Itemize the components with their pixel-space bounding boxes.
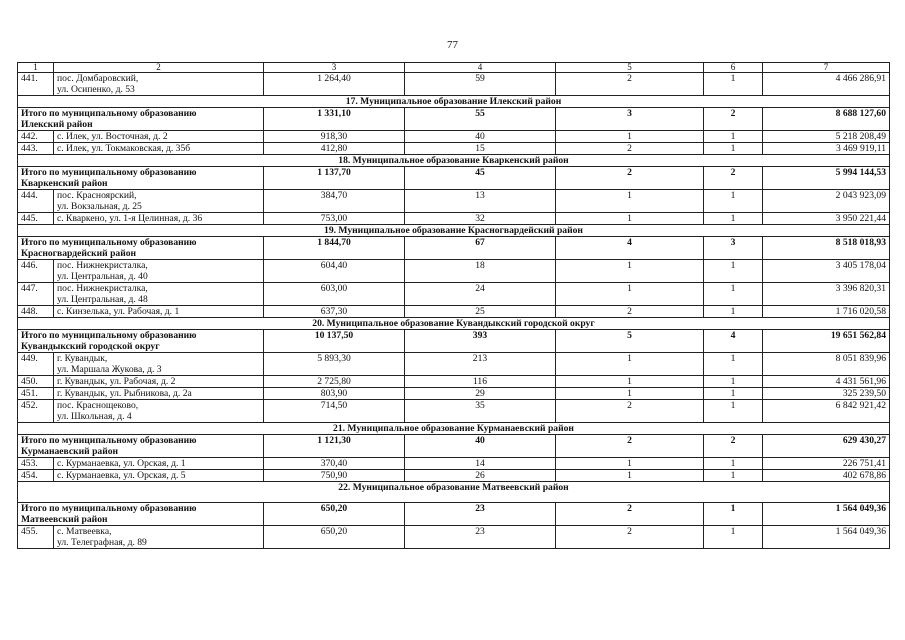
total-residents: 67 (405, 237, 556, 260)
row-count: 2 (556, 306, 704, 318)
table-row (18, 470, 890, 482)
total-cost: 19 651 562,84 (763, 330, 890, 353)
page-number: 77 (447, 39, 458, 51)
total-count: 4 (556, 237, 704, 260)
row-residents: 35 (405, 400, 556, 423)
row-area: 750,90 (264, 470, 405, 482)
total-row (18, 167, 890, 190)
row-area: 714,50 (264, 400, 405, 423)
row-count-2: 1 (704, 283, 763, 306)
table-row (18, 526, 890, 549)
row-count-2: 1 (704, 470, 763, 482)
total-label: Итого по муниципальному образованию Кваркенский район (18, 167, 264, 190)
total-count-2: 3 (704, 237, 763, 260)
row-count: 1 (556, 131, 704, 143)
total-label: Итого по муниципальному образованию Курманаевский район (18, 435, 264, 458)
column-number: 6 (704, 63, 763, 73)
total-label: Итого по муниципальному образованию Кувандыкский городской округ (18, 330, 264, 353)
table-row (18, 376, 890, 388)
row-count: 1 (556, 458, 704, 470)
row-number: 455. (18, 526, 54, 549)
row-address: г. Кувандык, ул. Рыбникова, д. 2а (54, 388, 264, 400)
column-number: 4 (405, 63, 556, 73)
table-row (18, 306, 890, 318)
row-count-2: 1 (704, 526, 763, 549)
housing-table (17, 62, 890, 549)
section-header-row (18, 423, 890, 435)
row-cost: 5 218 208,49 (763, 131, 890, 143)
row-count: 1 (556, 213, 704, 225)
row-count-2: 1 (704, 190, 763, 213)
section-title: 21. Муниципальное образование Курманаевский район (18, 423, 890, 435)
row-count: 2 (556, 143, 704, 155)
row-address: с. Кваркено, ул. 1-я Целинная, д. 36 (54, 213, 264, 225)
row-address: с. Илек, ул. Токмаковская, д. 35б (54, 143, 264, 155)
total-row (18, 435, 890, 458)
row-count-2: 1 (704, 143, 763, 155)
row-count-2: 1 (704, 388, 763, 400)
row-residents: 24 (405, 283, 556, 306)
total-label: Итого по муниципальному образованию Илекский район (18, 108, 264, 131)
table-row (18, 388, 890, 400)
section-title: 18. Муниципальное образование Кваркенский район (18, 155, 890, 167)
table-row (18, 283, 890, 306)
row-number: 444. (18, 190, 54, 213)
section-title: 20. Муниципальное образование Кувандыкский городской округ (18, 318, 890, 330)
row-area: 1 264,40 (264, 73, 405, 96)
row-count: 2 (556, 73, 704, 96)
row-residents: 14 (405, 458, 556, 470)
row-count-2: 1 (704, 458, 763, 470)
table-row (18, 458, 890, 470)
row-count: 1 (556, 190, 704, 213)
row-number: 446. (18, 260, 54, 283)
total-area: 1 844,70 (264, 237, 405, 260)
row-count-2: 1 (704, 260, 763, 283)
row-count-2: 1 (704, 131, 763, 143)
row-cost: 1 564 049,36 (763, 526, 890, 549)
table-row (18, 73, 890, 96)
row-area: 803,90 (264, 388, 405, 400)
row-address: пос. Нижнекристалка, ул. Центральная, д. 48 (54, 283, 264, 306)
total-count-2: 2 (704, 108, 763, 131)
total-label: Итого по муниципальному образованию Красногвардейский район (18, 237, 264, 260)
total-count: 2 (556, 435, 704, 458)
column-number: 7 (763, 63, 890, 73)
column-number: 1 (18, 63, 54, 73)
total-count: 3 (556, 108, 704, 131)
row-address: пос. Домбаровский, ул. Осипенко, д. 53 (54, 73, 264, 96)
row-number: 454. (18, 470, 54, 482)
total-area: 650,20 (264, 503, 405, 526)
total-area: 10 137,50 (264, 330, 405, 353)
total-residents: 55 (405, 108, 556, 131)
row-area: 384,70 (264, 190, 405, 213)
row-count: 2 (556, 526, 704, 549)
table-row (18, 190, 890, 213)
row-count: 1 (556, 376, 704, 388)
total-label: Итого по муниципальному образованию Матвеевский район (18, 503, 264, 526)
row-area: 2 725,80 (264, 376, 405, 388)
row-area: 5 893,30 (264, 353, 405, 376)
row-cost: 3 950 221,44 (763, 213, 890, 225)
section-header-row (18, 225, 890, 237)
total-cost: 8 518 018,93 (763, 237, 890, 260)
row-number: 445. (18, 213, 54, 225)
row-number: 442. (18, 131, 54, 143)
total-count-2: 4 (704, 330, 763, 353)
total-count: 5 (556, 330, 704, 353)
row-area: 603,00 (264, 283, 405, 306)
row-number: 441. (18, 73, 54, 96)
section-title: 19. Муниципальное образование Красногвардейский район (18, 225, 890, 237)
row-count-2: 1 (704, 73, 763, 96)
row-address: с. Курманаевка, ул. Орская, д. 5 (54, 470, 264, 482)
row-cost: 1 716 020,58 (763, 306, 890, 318)
table-row (18, 400, 890, 423)
row-count-2: 1 (704, 306, 763, 318)
row-count-2: 1 (704, 400, 763, 423)
row-residents: 29 (405, 388, 556, 400)
total-count-2: 2 (704, 435, 763, 458)
row-residents: 26 (405, 470, 556, 482)
column-number: 2 (54, 63, 264, 73)
row-address: с. Кинзелька, ул. Рабочая, д. 1 (54, 306, 264, 318)
row-cost: 3 396 820,31 (763, 283, 890, 306)
row-area: 604,40 (264, 260, 405, 283)
row-number: 452. (18, 400, 54, 423)
total-row (18, 503, 890, 526)
section-title: 17. Муниципальное образование Илекский район (18, 96, 890, 108)
row-count-2: 1 (704, 213, 763, 225)
row-address: с. Курманаевка, ул. Орская, д. 1 (54, 458, 264, 470)
row-count: 2 (556, 400, 704, 423)
total-area: 1 331,10 (264, 108, 405, 131)
column-number-row (18, 63, 890, 73)
row-address: пос. Красноярский, ул. Вокзальная, д. 25 (54, 190, 264, 213)
total-residents: 45 (405, 167, 556, 190)
row-number: 451. (18, 388, 54, 400)
row-residents: 40 (405, 131, 556, 143)
total-cost: 8 688 127,60 (763, 108, 890, 131)
total-count-2: 2 (704, 167, 763, 190)
row-area: 412,80 (264, 143, 405, 155)
row-area: 370,40 (264, 458, 405, 470)
total-count-2: 1 (704, 503, 763, 526)
row-cost: 4 466 286,91 (763, 73, 890, 96)
row-count: 1 (556, 388, 704, 400)
row-count: 1 (556, 353, 704, 376)
section-header-row (18, 96, 890, 108)
row-number: 450. (18, 376, 54, 388)
total-residents: 393 (405, 330, 556, 353)
row-address: с. Матвеевка, ул. Телеграфная, д. 89 (54, 526, 264, 549)
total-cost: 5 994 144,53 (763, 167, 890, 190)
row-cost: 3 469 919,11 (763, 143, 890, 155)
row-cost: 3 405 178,04 (763, 260, 890, 283)
row-cost: 6 842 921,42 (763, 400, 890, 423)
table-row (18, 353, 890, 376)
row-cost: 325 239,50 (763, 388, 890, 400)
row-area: 650,20 (264, 526, 405, 549)
row-cost: 2 043 923,09 (763, 190, 890, 213)
section-header-row (18, 155, 890, 167)
total-residents: 40 (405, 435, 556, 458)
row-number: 447. (18, 283, 54, 306)
row-count: 1 (556, 283, 704, 306)
table-row (18, 143, 890, 155)
row-address: пос. Нижнекристалка, ул. Центральная, д. 40 (54, 260, 264, 283)
row-cost: 8 051 839,96 (763, 353, 890, 376)
row-area: 918,30 (264, 131, 405, 143)
row-area: 753,00 (264, 213, 405, 225)
total-cost: 1 564 049,36 (763, 503, 890, 526)
row-residents: 116 (405, 376, 556, 388)
row-address: г. Кувандык, ул. Маршала Жукова, д. 3 (54, 353, 264, 376)
row-residents: 15 (405, 143, 556, 155)
row-number: 448. (18, 306, 54, 318)
row-count: 1 (556, 470, 704, 482)
row-count-2: 1 (704, 353, 763, 376)
table-row (18, 260, 890, 283)
table-row (18, 131, 890, 143)
row-cost: 4 431 561,96 (763, 376, 890, 388)
row-count: 1 (556, 260, 704, 283)
total-row (18, 237, 890, 260)
column-number: 5 (556, 63, 704, 73)
table-row (18, 213, 890, 225)
row-number: 449. (18, 353, 54, 376)
total-count: 2 (556, 167, 704, 190)
row-residents: 23 (405, 526, 556, 549)
row-residents: 13 (405, 190, 556, 213)
row-count-2: 1 (704, 376, 763, 388)
row-cost: 402 678,86 (763, 470, 890, 482)
row-cost: 226 751,41 (763, 458, 890, 470)
row-residents: 213 (405, 353, 556, 376)
total-residents: 23 (405, 503, 556, 526)
row-residents: 32 (405, 213, 556, 225)
column-number: 3 (264, 63, 405, 73)
total-area: 1 121,30 (264, 435, 405, 458)
row-area: 637,30 (264, 306, 405, 318)
section-header-row (18, 318, 890, 330)
total-cost: 629 430,27 (763, 435, 890, 458)
total-area: 1 137,70 (264, 167, 405, 190)
row-residents: 25 (405, 306, 556, 318)
total-row (18, 108, 890, 131)
row-residents: 59 (405, 73, 556, 96)
row-address: г. Кувандык, ул. Рабочая, д. 2 (54, 376, 264, 388)
row-address: пос. Краснощеково, ул. Школьная, д. 4 (54, 400, 264, 423)
total-count: 2 (556, 503, 704, 526)
row-residents: 18 (405, 260, 556, 283)
total-row (18, 330, 890, 353)
section-title: 22. Муниципальное образование Матвеевский район (18, 482, 890, 503)
section-header-row (18, 482, 890, 503)
row-address: с. Илек, ул. Восточная, д. 2 (54, 131, 264, 143)
row-number: 443. (18, 143, 54, 155)
row-number: 453. (18, 458, 54, 470)
